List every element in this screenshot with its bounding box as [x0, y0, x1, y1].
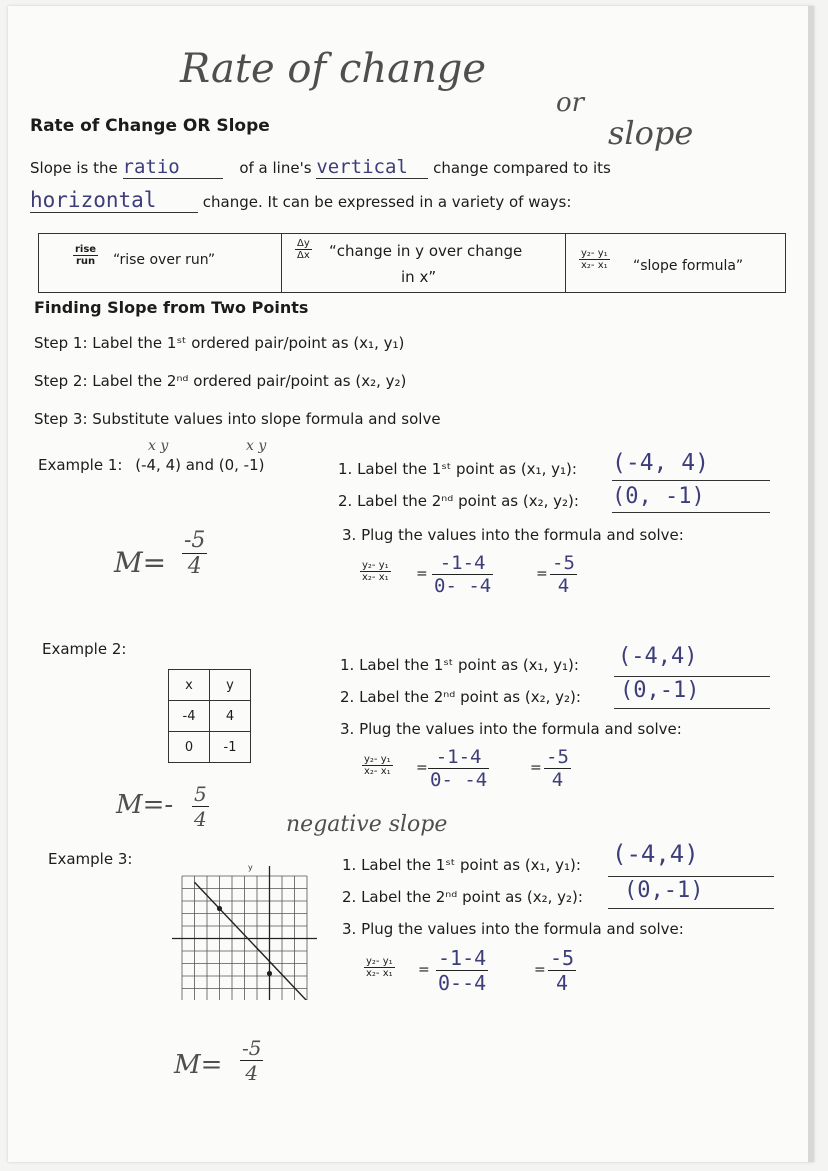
slope-expressions-box: [38, 233, 786, 293]
ex1-step3: 3. Plug the values into the formula and solve:: [342, 526, 684, 544]
rise-over-run-text: “rise over run”: [113, 252, 216, 268]
step-2: Step 2: Label the 2ⁿᵈ ordered pair/point as (x₂, y₂): [34, 372, 407, 390]
ex2-step3: 3. Plug the values into the formula and solve:: [340, 720, 682, 738]
ex3-m-label: M=: [174, 1050, 223, 1080]
blank-horizontal: horizontal: [30, 188, 198, 213]
work-numerator: -1-4: [432, 552, 493, 575]
page-heading: Rate of Change OR Slope: [30, 116, 270, 136]
table-row: [169, 732, 251, 763]
graph-line: [195, 882, 308, 1000]
ex1-step1-answer: (-4, 4): [612, 450, 709, 476]
ex3-formula: [364, 956, 395, 979]
graph-point: [217, 906, 222, 911]
table-cell: -1: [210, 732, 251, 763]
blank-vertical: vertical: [316, 156, 428, 179]
result-denominator: 4: [556, 971, 569, 995]
equals-sign: =: [416, 566, 428, 582]
finding-heading: Finding Slope from Two Points: [34, 298, 309, 317]
definition-part3: change compared to its: [433, 159, 611, 177]
ex2-xy-table: [168, 669, 251, 763]
m-denominator: 4: [187, 554, 202, 579]
blank-ratio: ratio: [123, 156, 223, 179]
equals-sign: =: [536, 566, 548, 582]
formula-numerator: y₂- y₁: [364, 754, 391, 765]
slope-formula-text: “slope formula”: [633, 258, 744, 274]
ex2-result: [544, 746, 571, 791]
ex2-m-label: M=-: [116, 790, 174, 820]
box-divider: [565, 234, 566, 292]
ex3-step2-answer: (0,-1): [624, 878, 704, 903]
definition-part1: Slope is the: [30, 159, 118, 177]
ex2-m-fraction: [192, 782, 209, 831]
work-numerator: -1-4: [438, 946, 487, 970]
ex3-m-fraction: [240, 1036, 263, 1085]
answer-line: [612, 512, 770, 513]
ex2-work: [428, 746, 489, 791]
work-denominator: 0--4: [438, 971, 487, 995]
xy-note-2: x y: [246, 438, 267, 454]
equals-sign: =: [530, 760, 542, 776]
worksheet-page: [8, 6, 814, 1162]
box-divider: [281, 234, 282, 292]
handwritten-slope: slope: [608, 114, 694, 152]
example2-label: Example 2:: [42, 640, 127, 658]
answer-line: [614, 708, 770, 709]
ex1-step1: 1. Label the 1ˢᵗ point as (x₁, y₁):: [338, 460, 577, 478]
slope-formula-fraction: [579, 248, 610, 271]
graph-point: [267, 971, 272, 976]
definition-part2: of a line's: [239, 159, 312, 177]
change-text-2: in x”: [401, 268, 437, 286]
ex2-step2-answer: (0,-1): [620, 678, 700, 703]
formula-denominator: x₂- x₁: [581, 260, 608, 271]
negative-slope-note: negative slope: [286, 812, 448, 837]
handwritten-title: Rate of change: [180, 46, 486, 92]
ex3-graph: [160, 858, 330, 1000]
table-header-x: x: [169, 670, 210, 701]
result-numerator: -5: [546, 746, 569, 768]
answer-line: [612, 480, 770, 481]
delta-fraction: [295, 238, 312, 261]
result-denominator: 4: [551, 769, 564, 791]
work-denominator: 0- -4: [434, 575, 492, 597]
answer-line: [614, 676, 770, 677]
table-cell: 0: [169, 732, 210, 763]
ex3-step1-answer: (-4,4): [612, 840, 699, 868]
m-numerator: -5: [184, 528, 206, 553]
example1-title: Example 1:: [38, 456, 123, 474]
equals-sign: =: [416, 760, 428, 776]
ex3-step3: 3. Plug the values into the formula and solve:: [342, 920, 684, 938]
ex3-step2: 2. Label the 2ⁿᵈ point as (x₂, y₂):: [342, 888, 583, 906]
page-edge: [808, 6, 814, 1162]
formula-numerator: y₂- y₁: [362, 560, 389, 571]
m-denominator: 4: [245, 1061, 259, 1085]
ex2-step1-answer: (-4,4): [618, 644, 698, 669]
example1-label: [38, 456, 264, 474]
formula-denominator: x₂- x₁: [362, 572, 389, 583]
m-denominator: 4: [194, 807, 207, 831]
work-numerator: -1-4: [428, 746, 489, 769]
answer-line: [608, 876, 774, 877]
ex2-formula: [362, 754, 393, 777]
rise-label: rise: [75, 244, 97, 255]
table-header-y: y: [210, 670, 251, 701]
ex3-result: [548, 946, 576, 995]
ex1-m-label: M=: [114, 546, 167, 579]
example3-label: Example 3:: [48, 850, 133, 868]
result-numerator: -5: [550, 946, 575, 970]
rise-over-run-fraction: [73, 244, 98, 267]
table-row: [169, 701, 251, 732]
xy-note-1: x y: [148, 438, 169, 454]
answer-line: [608, 908, 774, 909]
handwritten-or: or: [556, 88, 585, 118]
ex1-formula: [360, 560, 391, 583]
step-1: Step 1: Label the 1ˢᵗ ordered pair/point as (x₁, y₁): [34, 334, 405, 352]
definition-part4: change. It can be expressed in a variety of ways:: [202, 193, 572, 211]
change-text-1: “change in y over change: [329, 242, 523, 260]
definition-line-2: [30, 188, 571, 213]
result-denominator: 4: [557, 575, 570, 597]
y-axis-label: y: [248, 863, 253, 872]
ex2-step1: 1. Label the 1ˢᵗ point as (x₁, y₁):: [340, 656, 579, 674]
delta-y: Δy: [297, 238, 310, 249]
formula-denominator: x₂- x₁: [366, 968, 393, 979]
delta-x: Δx: [297, 250, 310, 261]
step-3: Step 3: Substitute values into slope formula and solve: [34, 410, 441, 428]
m-numerator: -5: [242, 1036, 262, 1060]
table-cell: 4: [210, 701, 251, 732]
ex1-m-fraction: [182, 528, 207, 579]
example1-points: (-4, 4) and (0, -1): [135, 456, 265, 474]
ex2-step2: 2. Label the 2ⁿᵈ point as (x₂, y₂):: [340, 688, 581, 706]
result-numerator: -5: [552, 552, 575, 574]
formula-denominator: x₂- x₁: [364, 766, 391, 777]
work-denominator: 0- -4: [430, 769, 488, 791]
ex1-step2: 2. Label the 2ⁿᵈ point as (x₂, y₂):: [338, 492, 579, 510]
ex3-work: [436, 946, 488, 995]
ex1-result: [550, 552, 577, 597]
table-header-row: [169, 670, 251, 701]
ex1-work: [432, 552, 493, 597]
equals-sign: =: [534, 962, 546, 978]
equals-sign: =: [418, 962, 430, 978]
table-cell: -4: [169, 701, 210, 732]
m-numerator: 5: [194, 782, 207, 806]
ex1-step2-answer: (0, -1): [612, 484, 705, 509]
formula-numerator: y₂- y₁: [366, 956, 393, 967]
definition-line-1: [30, 156, 611, 179]
run-label: run: [75, 256, 96, 267]
formula-numerator: y₂- y₁: [581, 248, 608, 259]
ex3-step1: 1. Label the 1ˢᵗ point as (x₁, y₁):: [342, 856, 581, 874]
